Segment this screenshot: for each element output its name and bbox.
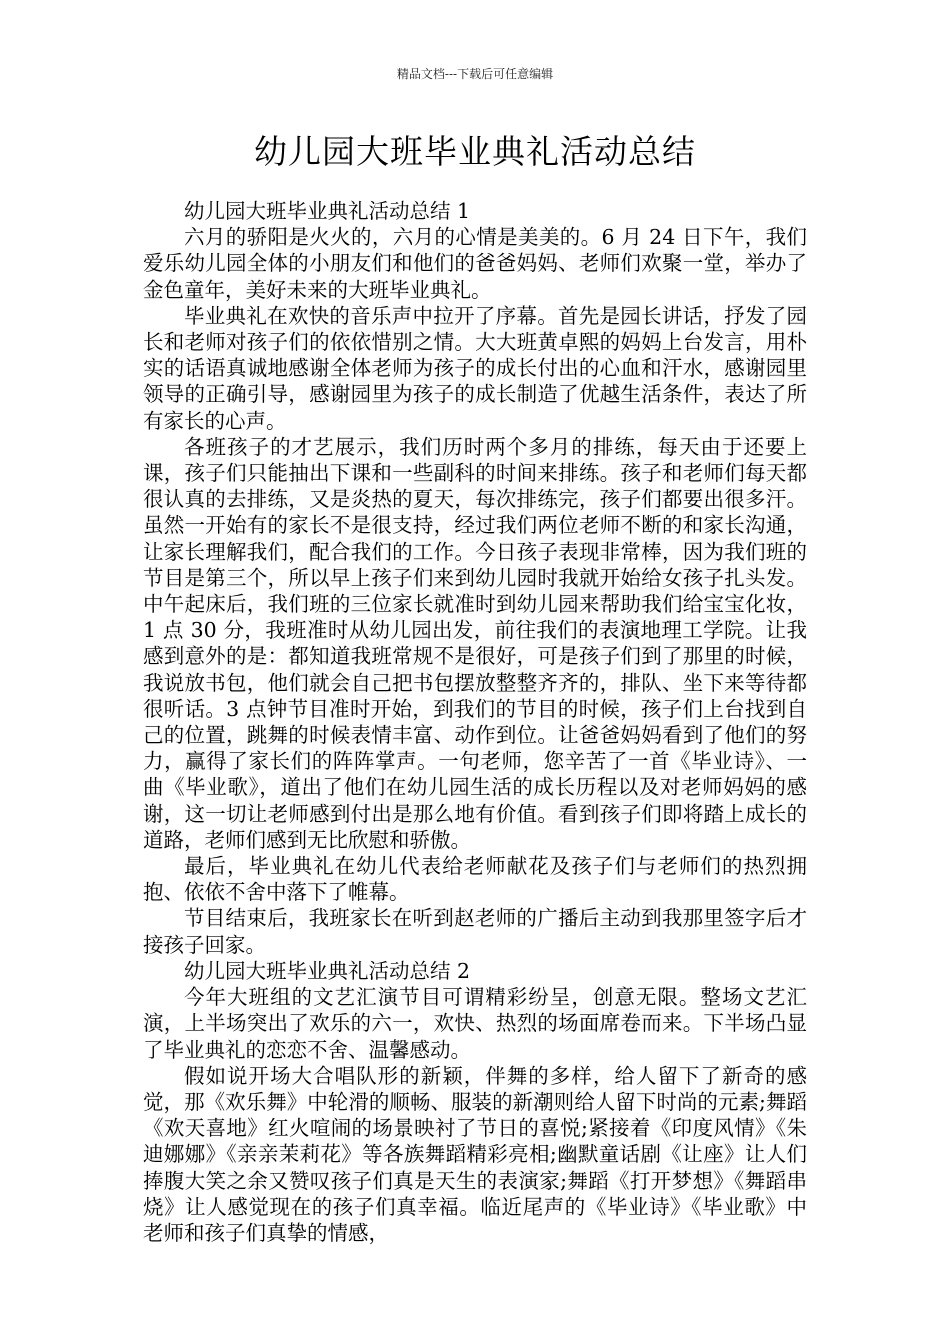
paragraph: 假如说开场大合唱队形的新颖，伴舞的多样，给人留下了新奇的感觉，那《欢乐舞》中轮滑的顺畅、服装的新潮则给人留下时尚的元素;舞蹈《欢天喜地》红火喧闹的场景映衬了节日的喜悦;紧接着《印度风情》《朱迪娜娜》《亲亲茉莉花》等各族舞蹈精彩亮相;幽默童话剧《让座》让人们捧腹大笑之余又赞叹孩子们真是天生的表演家;舞蹈《打开梦想》《舞蹈串烧》让人感觉现在的孩子们真幸福。临近尾声的《毕业诗》《毕业歌》中老师和孩子们真挚的情感， <box>143 1063 807 1245</box>
document-title: 幼儿园大班毕业典礼活动总结 <box>254 132 696 171</box>
paragraph: 节目结束后，我班家长在听到赵老师的广播后主动到我那里签字后才接孩子回家。 <box>143 906 807 957</box>
paragraph: 各班孩子的才艺展示，我们历时两个多月的排练，每天由于还要上课，孩子们只能抽出下课和一些副科的时间来排练。孩子和老师们每天都很认真的去排练，又是炎热的夏天，每次排练完，孩子们都要出很多汗。虽然一开始有的家长不是很支持，经过我们两位老师不断的和家长沟通，让家长理解我们，配合我们的工作。今日孩子表现非常棒，因为我们班的节目是第三个，所以早上孩子们来到幼儿园时我就开始给女孩子扎头发。中午起床后，我们班的三位家长就准时到幼儿园来帮助我们给宝宝化妆，1 点 30 分，我班准时从幼儿园出发，前往我们的表演地理工学院。让我感到意外的是：都知道我班常规不是很好，可是孩子们到了那里的时候，我说放书包，他们就会自己把书包摆放整整齐齐的，排队、坐下来等待都很听话。3 点钟节目准时开始，到我们的节目的时候，孩子们上台找到自己的位置，跳舞的时候表情丰富、动作到位。让爸爸妈妈看到了他们的努力，赢得了家长们的阵阵掌声。一句老师，您辛苦了一首《毕业诗》、一曲《毕业歌》，道出了他们在幼儿园生活的成长历程以及对老师妈妈的感谢，这一切让老师感到付出是那么地有价值。看到孩子们即将踏上成长的道路，老师们感到无比欣慰和骄傲。 <box>143 434 807 852</box>
section-heading: 幼儿园大班毕业典礼活动总结 1 <box>184 199 471 223</box>
paragraph: 毕业典礼在欢快的音乐声中拉开了序幕。首先是园长讲话，抒发了园长和老师对孩子们的依依惜别之情。大大班黄卓熙的妈妈上台发言，用朴实的话语真诚地感谢全体老师为孩子的成长付出的心血和汗水，感谢园里领导的正确引导，感谢园里为孩子的成长制造了优越生活条件，表达了所有家长的心声。 <box>143 303 807 433</box>
paragraph: 今年大班组的文艺汇演节目可谓精彩纷呈，创意无限。整场文艺汇演，上半场突出了欢乐的六一，欢快、热烈的场面席卷而来。下半场凸显了毕业典礼的恋恋不舍、温馨感动。 <box>143 985 807 1062</box>
section-heading: 幼儿园大班毕业典礼活动总结 2 <box>184 958 471 983</box>
paragraph: 六月的骄阳是火火的，六月的心情是美美的。6 月 24 日下午，我们爱乐幼儿园全体的小朋友们和他们的爸爸妈妈、老师们欢聚一堂，举办了金色童年，美好未来的大班毕业典礼。 <box>143 225 807 302</box>
document-body <box>143 198 807 1246</box>
paragraph: 最后，毕业典礼在幼儿代表给老师献花及孩子们与老师们的热烈拥抱、依依不舍中落下了帷幕。 <box>143 854 807 905</box>
header-note: 精品文档---下载后可任意编辑 <box>396 67 554 81</box>
